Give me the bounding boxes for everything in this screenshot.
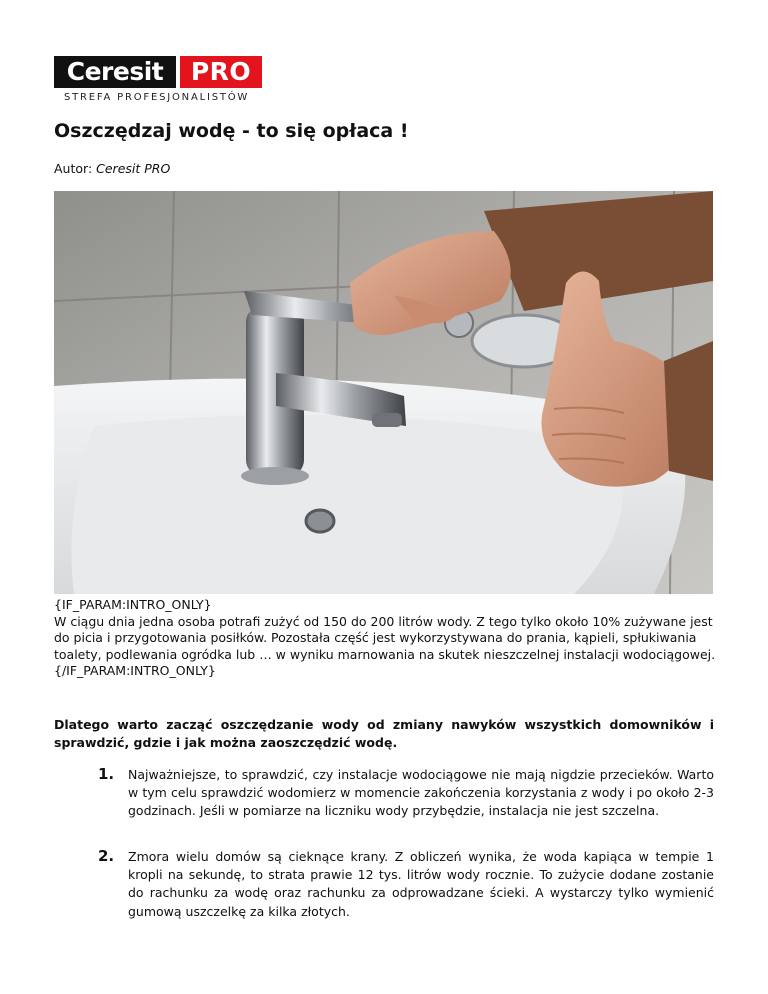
list-item [98, 765, 714, 821]
list-item-text: Najważniejsze, to sprawdzić, czy instalacje wodociągowe nie mają nigdzie przecieków. Warto w tym celu sprawdzić wodomierz w momencie zakończenia korzystania z wody i po około 2-3 godzinach. Jeśli w pomiarze na liczniku wody przybędzie, instalacja nie jest szczelna. [128, 767, 714, 819]
logo-brand-text: Ceresit [54, 56, 176, 88]
faucet-thumbs-up-illustration [54, 191, 713, 594]
list-item-number: 2. [98, 847, 115, 865]
article-photo [54, 191, 713, 594]
list-item-number: 1. [98, 765, 115, 783]
list-item-text: Zmora wielu domów są cieknące krany. Z obliczeń wynika, że woda kapiąca w tempie 1 kropli na sekundę, to strata prawie 12 tys. litrów wody rocznie. To zużycie dodane zostanie do rachunku za wodę oraz rachunku za odprowadzane ścieki. A wystarczy tylko wymienić gumową uszczelkę za kilka złotych. [128, 849, 714, 919]
intro-paragraph: W ciągu dnia jedna osoba potrafi zużyć od 150 do 200 litrów wody. Z tego tylko około 10% zużywane jest do picia i przygotowania posiłków. Pozostała część jest wykorzystywana do prania, kąpieli, spłukiwania toalety, podlewania ogródka lub … w wyniku marnowania na skutek nieszczelnej instalacji wodociągowej. [54, 613, 716, 662]
author-name: Ceresit PRO [96, 161, 171, 176]
logo-tagline: STREFA PROFESJONALISTÓW [64, 92, 250, 103]
lead-paragraph: Dlatego warto zacząć oszczędzanie wody od zmiany nawyków wszystkich domowników i sprawdzić, gdzie i jak można zaoszczędzić wodę. [54, 717, 714, 750]
intro-close-tag: {/IF_PARAM:INTRO_ONLY} [54, 663, 216, 679]
author-label: Autor: [54, 161, 93, 176]
intro-block [54, 597, 716, 680]
page-title: Oszczędzaj wodę - to się opłaca ! [54, 120, 409, 142]
logo-badge-text: PRO [180, 56, 262, 88]
ceresit-pro-logo[interactable] [54, 56, 264, 106]
list-item [98, 847, 714, 921]
author-line [54, 161, 170, 176]
intro-open-tag: {IF_PARAM:INTRO_ONLY} [54, 597, 212, 612]
